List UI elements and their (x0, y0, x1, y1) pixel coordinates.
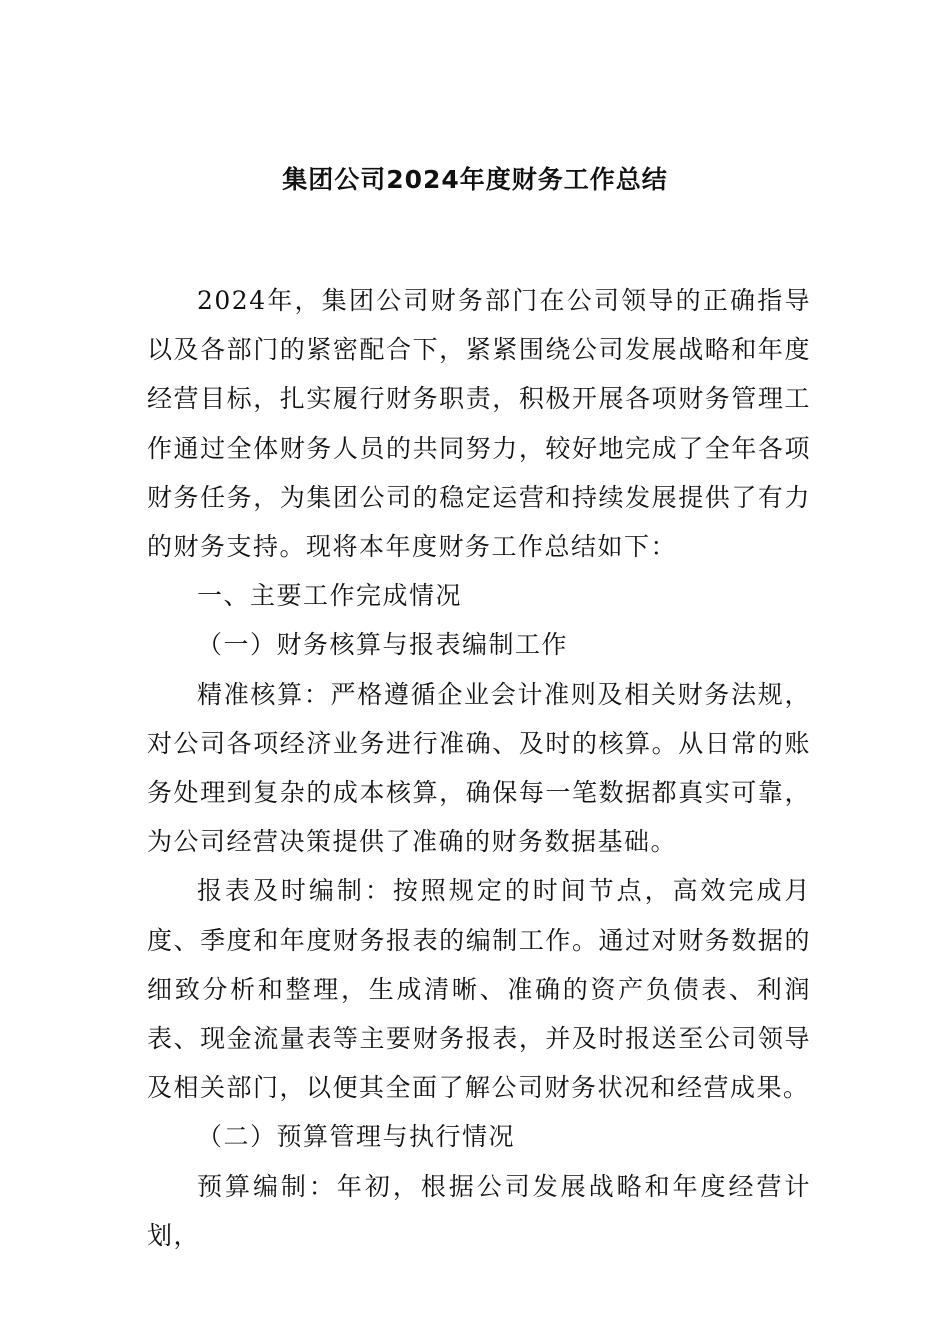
document-body (147, 276, 811, 1260)
paragraph-accurate-accounting: 精准核算：严格遵循企业会计准则及相关财务法规，对公司各项经济业务进行准确、及时的核算。从日常的账务处理到复杂的成本核算，确保每一笔数据都真实可靠，为公司经营决策提供了准确的财务数据基础。 (147, 679, 811, 857)
intro-paragraph: 2024年，集团公司财务部门在公司领导的正确指导以及各部门的紧密配合下，紧紧围绕公司发展战略和年度经营目标，扎实履行财务职责，积极开展各项财务管理工作通过全体财务人员的共同努力，较好地完成了全年各项财务任务，为集团公司的稳定运营和持续发展提供了有力的财务支持。现将本年度财务工作总结如下： (147, 286, 811, 562)
subsection-heading-budget: （二）预算管理与执行情况 (197, 1122, 516, 1152)
section-heading-main-work: 一、主要工作完成情况 (197, 581, 463, 611)
paragraph-budget-compilation: 预算编制：年初，根据公司发展战略和年度经营计划， (147, 1171, 811, 1250)
paragraph-report-compilation: 报表及时编制：按照规定的时间节点，高效完成月度、季度和年度财务报表的编制工作。通过对财务数据的细致分析和整理，生成清晰、准确的资产负债表、利润表、现金流量表等主要财务报表，并及时报送至公司领导及相关部门，以便其全面了解公司财务状况和经营成果。 (147, 876, 811, 1103)
document-title: 集团公司2024年度财务工作总结 (282, 165, 668, 194)
subsection-heading-accounting: （一）财务核算与报表编制工作 (197, 630, 569, 660)
